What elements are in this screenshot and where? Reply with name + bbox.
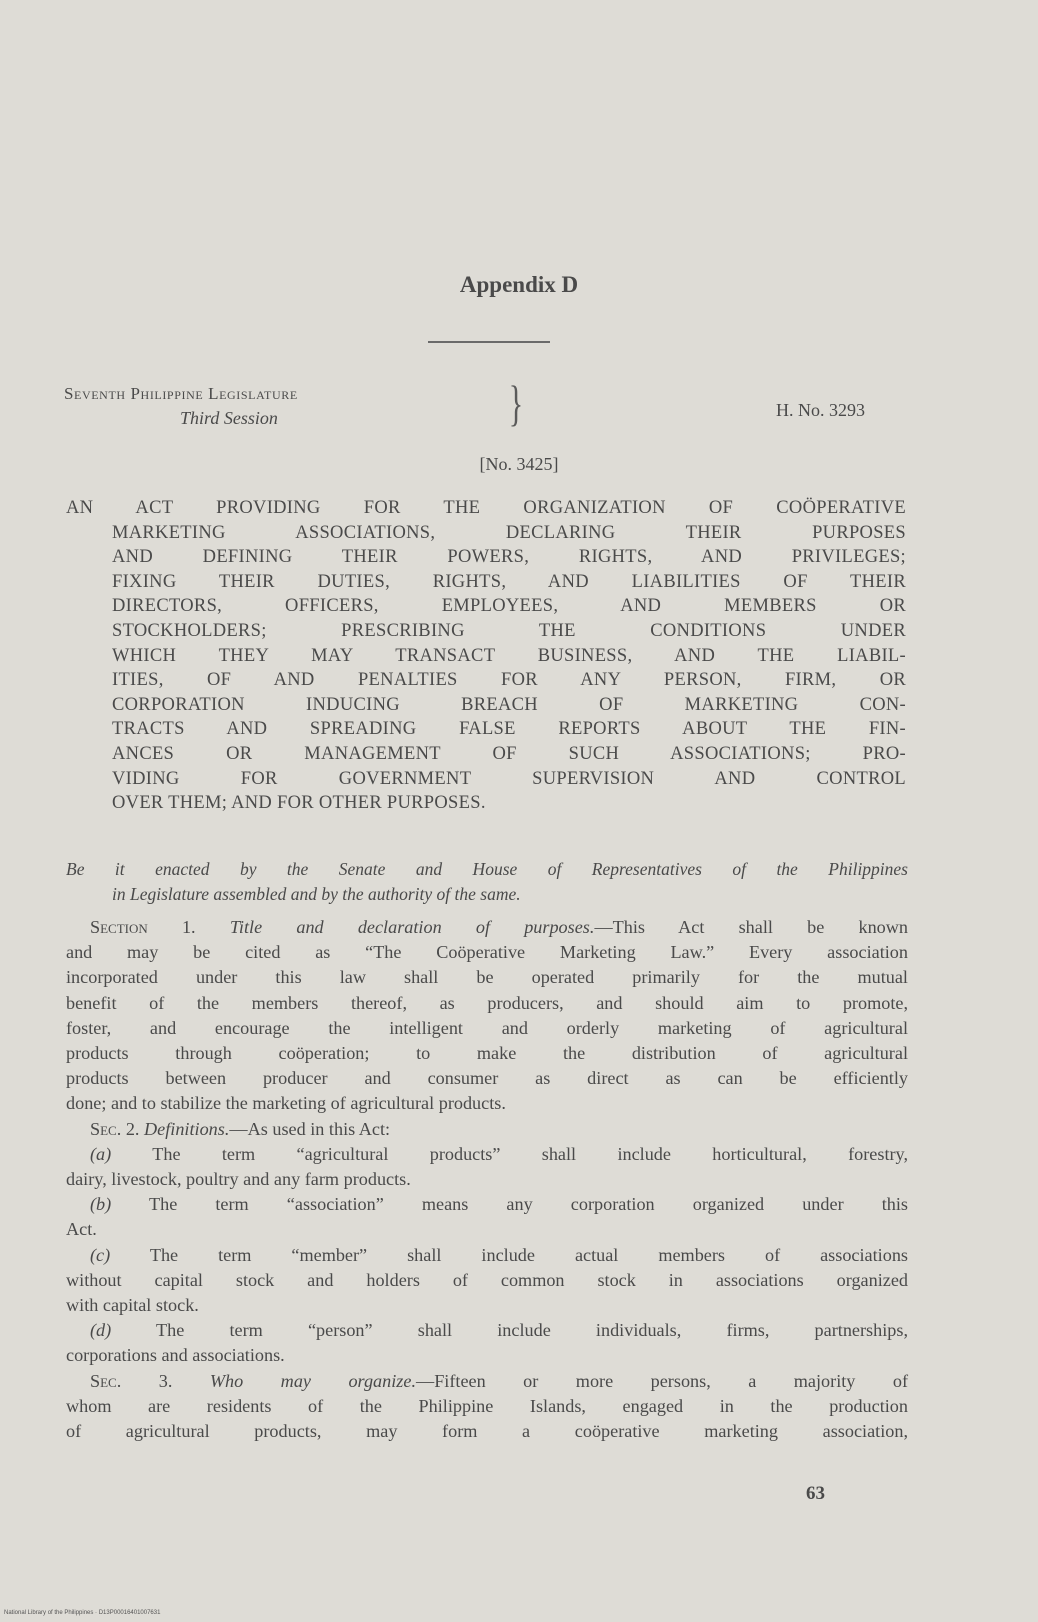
act-title-line: AN ACT PROVIDING FOR THE ORGANIZATION OF COÖPERATIVE — [66, 498, 906, 518]
definition-d-mark: (d) — [90, 1320, 112, 1341]
definition-b-text: The term “association” means any corporation organized under this — [149, 1194, 909, 1215]
section-1-line: and may be cited as “The Coöperative Marketing Law.” Every association — [66, 942, 908, 963]
section-1-line: products between producer and consumer as direct as can be efficiently — [66, 1068, 908, 1089]
act-number: [No. 3425] — [479, 454, 559, 474]
act-title-line: ITIES, OF AND PENALTIES FOR ANY PERSON, FIRM, OR — [112, 670, 906, 691]
definition-c-text: The term “member” shall include actual members of associations — [149, 1244, 908, 1265]
appendix-title: Appendix D — [459, 272, 579, 297]
section-1-heading: Title and declaration of purposes. — [229, 917, 595, 937]
definition-c-mark: (c) — [90, 1244, 111, 1265]
definition-b-line: Act. — [66, 1219, 97, 1240]
section-1-line: incorporated under this law shall be operated primarily for the mutual — [66, 967, 908, 988]
section-2-line — [66, 1117, 908, 1142]
section-1-line: done; and to stabilize the marketing of agricultural products. — [66, 1093, 506, 1114]
act-title-line: WHICH THEY MAY TRANSACT BUSINESS, AND THE LIABIL- — [112, 645, 906, 666]
act-title-line: OVER THEM; AND FOR OTHER PURPOSES. — [112, 793, 486, 814]
definition-a-text: The term “agricultural products” shall include horticultural, forestry, — [152, 1143, 909, 1164]
enacting-clause-line: Be it enacted by the Senate and House of Representatives of the Philippines — [66, 859, 908, 879]
definition-b-mark: (b) — [90, 1194, 112, 1215]
section-2-heading: Definitions. — [144, 1118, 230, 1139]
definition-c-line: without capital stock and holders of common stock in associations organized — [66, 1269, 908, 1290]
section-3-text: —Fifteen or more persons, a majority of — [416, 1370, 909, 1391]
definition-a-line — [66, 1142, 908, 1167]
act-title-line: TRACTS AND SPREADING FALSE REPORTS ABOUT THE FIN- — [112, 719, 906, 740]
act-title-line: DIRECTORS, OFFICERS, EMPLOYEES, AND MEMBERS OR — [112, 596, 906, 617]
definition-a-mark: (a) — [90, 1143, 112, 1164]
page-number: 63 — [806, 1483, 825, 1504]
scan-footer: National Library of the Philippines · D13P00016401007631 — [4, 1610, 161, 1616]
section-3-heading: Who may organize. — [209, 1370, 416, 1391]
brace-icon: } — [508, 375, 524, 431]
section-1-line — [66, 915, 908, 940]
definition-d-line — [66, 1318, 908, 1343]
section-1-line: benefit of the members thereof, as producers, and should aim to promote, — [66, 992, 908, 1013]
act-title-line: STOCKHOLDERS; PRESCRIBING THE CONDITIONS UNDER — [112, 620, 906, 641]
section-2-text: —As used in this Act: — [229, 1118, 391, 1139]
section-1-line: products through coöperation; to make the distribution of agricultural — [66, 1043, 908, 1064]
section-3-line: of agricultural products, may form a coöperative marketing association, — [66, 1421, 908, 1442]
body-text — [66, 915, 908, 1444]
act-title-line: FIXING THEIR DUTIES, RIGHTS, AND LIABILITIES OF THEIR — [112, 571, 906, 592]
enacting-clause — [66, 857, 908, 906]
title-rule — [428, 341, 550, 343]
section-1-line: foster, and encourage the intelligent and orderly marketing of agricultural — [66, 1017, 908, 1038]
act-title-line: AND DEFINING THEIR POWERS, RIGHTS, AND PRIVILEGES; — [112, 547, 906, 568]
legislature-block — [64, 375, 524, 436]
act-title-line: ANCES OR MANAGEMENT OF SUCH ASSOCIATIONS; PRO- — [112, 743, 906, 764]
section-3-label: Sec. 3. — [90, 1370, 173, 1391]
section-1-label: Section 1. — [90, 917, 196, 937]
definition-c-line — [66, 1243, 908, 1268]
act-title-line: CORPORATION INDUCING BREACH OF MARKETING CON- — [112, 694, 906, 715]
legislature-name: Seventh Philippine Legislature — [64, 384, 298, 403]
definition-d-text: The term “person” shall include individuals, firms, partnerships, — [156, 1320, 908, 1341]
bill-number: H. No. 3293 — [776, 400, 865, 420]
definition-b-line — [66, 1192, 908, 1217]
section-3-line: whom are residents of the Philippine Islands, engaged in the production — [66, 1395, 908, 1416]
definition-d-line: corporations and associations. — [66, 1345, 285, 1366]
definition-a-line: dairy, livestock, poultry and any farm products. — [66, 1169, 411, 1190]
enacting-clause-line: in Legislature assembled and by the authority of the same. — [112, 883, 521, 904]
act-title — [66, 496, 906, 816]
act-title-line: MARKETING ASSOCIATIONS, DECLARING THEIR PURPOSES — [112, 522, 906, 543]
section-3-line — [66, 1369, 908, 1394]
section-2-label: Sec. 2. — [90, 1118, 140, 1139]
section-1-text: —This Act shall be known — [594, 917, 909, 937]
definition-c-line: with capital stock. — [66, 1295, 199, 1316]
act-title-line: VIDING FOR GOVERNMENT SUPERVISION AND CONTROL — [112, 768, 906, 789]
legislature-session: Third Session — [180, 408, 278, 428]
